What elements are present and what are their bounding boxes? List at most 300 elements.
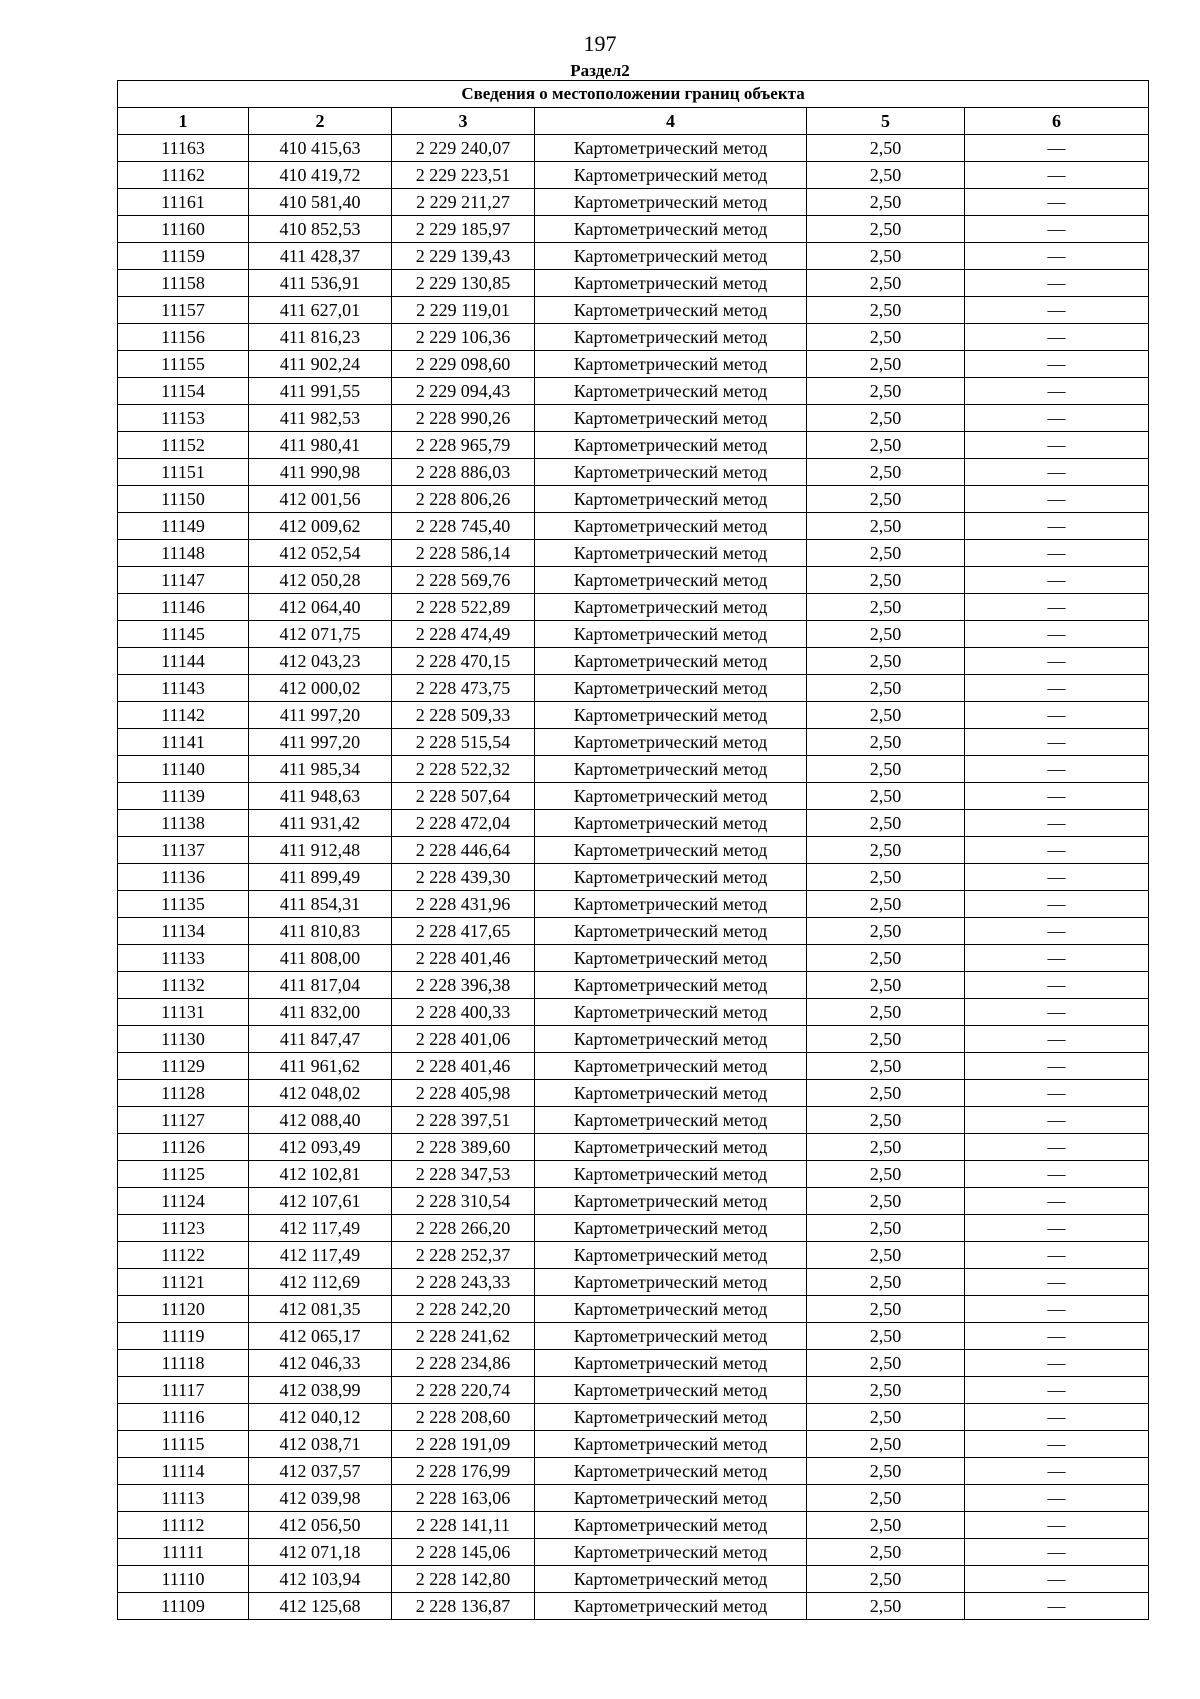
- y-coordinate-cell: 2 228 472,04: [392, 810, 535, 837]
- table-row: [118, 1296, 1149, 1323]
- method-cell: Картометрический метод: [535, 486, 807, 513]
- x-coordinate-cell: 411 948,63: [249, 783, 392, 810]
- y-coordinate-cell: 2 228 522,32: [392, 756, 535, 783]
- y-coordinate-cell: 2 228 401,46: [392, 945, 535, 972]
- description-cell: —: [965, 513, 1149, 540]
- table-row: [118, 1431, 1149, 1458]
- accuracy-cell: 2,50: [807, 729, 965, 756]
- description-cell: —: [965, 1404, 1149, 1431]
- point-number-cell: 11148: [118, 540, 249, 567]
- x-coordinate-cell: 412 009,62: [249, 513, 392, 540]
- description-cell: —: [965, 324, 1149, 351]
- table-row: [118, 1134, 1149, 1161]
- y-coordinate-cell: 2 228 310,54: [392, 1188, 535, 1215]
- y-coordinate-cell: 2 229 130,85: [392, 270, 535, 297]
- point-number-cell: 11128: [118, 1080, 249, 1107]
- column-header: 3: [392, 108, 535, 135]
- method-cell: Картометрический метод: [535, 675, 807, 702]
- description-cell: —: [965, 1242, 1149, 1269]
- point-number-cell: 11129: [118, 1053, 249, 1080]
- description-cell: —: [965, 1080, 1149, 1107]
- table-row: [118, 243, 1149, 270]
- y-coordinate-cell: 2 228 136,87: [392, 1593, 535, 1620]
- point-number-cell: 11122: [118, 1242, 249, 1269]
- table-row: [118, 594, 1149, 621]
- x-coordinate-cell: 411 912,48: [249, 837, 392, 864]
- table-row: [118, 567, 1149, 594]
- method-cell: Картометрический метод: [535, 162, 807, 189]
- table-row: [118, 1593, 1149, 1620]
- accuracy-cell: 2,50: [807, 189, 965, 216]
- table-row: [118, 918, 1149, 945]
- section-label: Раздел2: [570, 61, 630, 80]
- method-cell: Картометрический метод: [535, 351, 807, 378]
- description-cell: —: [965, 1134, 1149, 1161]
- point-number-cell: 11124: [118, 1188, 249, 1215]
- point-number-cell: 11143: [118, 675, 249, 702]
- method-cell: Картометрический метод: [535, 945, 807, 972]
- accuracy-cell: 2,50: [807, 1485, 965, 1512]
- y-coordinate-cell: 2 228 446,64: [392, 837, 535, 864]
- accuracy-cell: 2,50: [807, 1458, 965, 1485]
- y-coordinate-cell: 2 228 405,98: [392, 1080, 535, 1107]
- boundary-table: [117, 80, 1149, 1620]
- y-coordinate-cell: 2 228 347,53: [392, 1161, 535, 1188]
- method-cell: Картометрический метод: [535, 1134, 807, 1161]
- accuracy-cell: 2,50: [807, 1539, 965, 1566]
- point-number-cell: 11149: [118, 513, 249, 540]
- point-number-cell: 11158: [118, 270, 249, 297]
- y-coordinate-cell: 2 228 522,89: [392, 594, 535, 621]
- description-cell: —: [965, 1323, 1149, 1350]
- method-cell: Картометрический метод: [535, 810, 807, 837]
- accuracy-cell: 2,50: [807, 1161, 965, 1188]
- method-cell: Картометрический метод: [535, 405, 807, 432]
- description-cell: —: [965, 297, 1149, 324]
- method-cell: Картометрический метод: [535, 756, 807, 783]
- x-coordinate-cell: 412 050,28: [249, 567, 392, 594]
- table-row: [118, 1107, 1149, 1134]
- y-coordinate-cell: 2 228 241,62: [392, 1323, 535, 1350]
- y-coordinate-cell: 2 228 470,15: [392, 648, 535, 675]
- description-cell: —: [965, 1593, 1149, 1620]
- table-row: [118, 621, 1149, 648]
- description-cell: —: [965, 648, 1149, 675]
- description-cell: —: [965, 243, 1149, 270]
- accuracy-cell: 2,50: [807, 1296, 965, 1323]
- y-coordinate-cell: 2 228 417,65: [392, 918, 535, 945]
- table-row: [118, 486, 1149, 513]
- point-number-cell: 11140: [118, 756, 249, 783]
- point-number-cell: 11125: [118, 1161, 249, 1188]
- description-cell: —: [965, 756, 1149, 783]
- y-coordinate-cell: 2 228 515,54: [392, 729, 535, 756]
- description-cell: —: [965, 1269, 1149, 1296]
- method-cell: Картометрический метод: [535, 135, 807, 162]
- table-row: [118, 351, 1149, 378]
- y-coordinate-cell: 2 228 163,06: [392, 1485, 535, 1512]
- method-cell: Картометрический метод: [535, 189, 807, 216]
- x-coordinate-cell: 411 990,98: [249, 459, 392, 486]
- method-cell: Картометрический метод: [535, 1485, 807, 1512]
- y-coordinate-cell: 2 228 401,06: [392, 1026, 535, 1053]
- x-coordinate-cell: 412 048,02: [249, 1080, 392, 1107]
- point-number-cell: 11150: [118, 486, 249, 513]
- point-number-cell: 11153: [118, 405, 249, 432]
- x-coordinate-cell: 412 117,49: [249, 1242, 392, 1269]
- point-number-cell: 11123: [118, 1215, 249, 1242]
- accuracy-cell: 2,50: [807, 351, 965, 378]
- x-coordinate-cell: 412 071,75: [249, 621, 392, 648]
- method-cell: Картометрический метод: [535, 999, 807, 1026]
- point-number-cell: 11146: [118, 594, 249, 621]
- description-cell: —: [965, 675, 1149, 702]
- y-coordinate-cell: 2 228 141,11: [392, 1512, 535, 1539]
- description-cell: —: [965, 432, 1149, 459]
- table-row: [118, 783, 1149, 810]
- description-cell: —: [965, 594, 1149, 621]
- table-caption: Сведения о местоположении границ объекта: [118, 81, 1149, 108]
- y-coordinate-cell: 2 228 176,99: [392, 1458, 535, 1485]
- page-number: 197: [583, 31, 617, 56]
- method-cell: Картометрический метод: [535, 891, 807, 918]
- point-number-cell: 11154: [118, 378, 249, 405]
- point-number-cell: 11163: [118, 135, 249, 162]
- x-coordinate-cell: 411 931,42: [249, 810, 392, 837]
- y-coordinate-cell: 2 228 396,38: [392, 972, 535, 999]
- method-cell: Картометрический метод: [535, 270, 807, 297]
- accuracy-cell: 2,50: [807, 648, 965, 675]
- point-number-cell: 11136: [118, 864, 249, 891]
- point-number-cell: 11155: [118, 351, 249, 378]
- table-row: [118, 1188, 1149, 1215]
- description-cell: —: [965, 864, 1149, 891]
- y-coordinate-cell: 2 228 142,80: [392, 1566, 535, 1593]
- y-coordinate-cell: 2 228 439,30: [392, 864, 535, 891]
- description-cell: —: [965, 135, 1149, 162]
- y-coordinate-cell: 2 229 211,27: [392, 189, 535, 216]
- table-row: [118, 1512, 1149, 1539]
- point-number-cell: 11138: [118, 810, 249, 837]
- method-cell: Картометрический метод: [535, 1188, 807, 1215]
- point-number-cell: 11112: [118, 1512, 249, 1539]
- accuracy-cell: 2,50: [807, 243, 965, 270]
- description-cell: —: [965, 918, 1149, 945]
- x-coordinate-cell: 411 854,31: [249, 891, 392, 918]
- point-number-cell: 11135: [118, 891, 249, 918]
- description-cell: —: [965, 891, 1149, 918]
- table-row: [118, 1215, 1149, 1242]
- table-row: [118, 405, 1149, 432]
- description-cell: —: [965, 1350, 1149, 1377]
- accuracy-cell: 2,50: [807, 675, 965, 702]
- method-cell: Картометрический метод: [535, 1296, 807, 1323]
- accuracy-cell: 2,50: [807, 621, 965, 648]
- description-cell: —: [965, 1485, 1149, 1512]
- method-cell: Картометрический метод: [535, 621, 807, 648]
- point-number-cell: 11162: [118, 162, 249, 189]
- description-cell: —: [965, 1215, 1149, 1242]
- method-cell: Картометрический метод: [535, 648, 807, 675]
- table-row: [118, 1458, 1149, 1485]
- accuracy-cell: 2,50: [807, 459, 965, 486]
- accuracy-cell: 2,50: [807, 567, 965, 594]
- accuracy-cell: 2,50: [807, 972, 965, 999]
- method-cell: Картометрический метод: [535, 702, 807, 729]
- method-cell: Картометрический метод: [535, 918, 807, 945]
- method-cell: Картометрический метод: [535, 1377, 807, 1404]
- method-cell: Картометрический метод: [535, 540, 807, 567]
- accuracy-cell: 2,50: [807, 324, 965, 351]
- point-number-cell: 11160: [118, 216, 249, 243]
- y-coordinate-cell: 2 229 185,97: [392, 216, 535, 243]
- method-cell: Картометрический метод: [535, 1323, 807, 1350]
- point-number-cell: 11117: [118, 1377, 249, 1404]
- description-cell: —: [965, 1566, 1149, 1593]
- method-cell: Картометрический метод: [535, 459, 807, 486]
- accuracy-cell: 2,50: [807, 513, 965, 540]
- description-cell: —: [965, 783, 1149, 810]
- point-number-cell: 11147: [118, 567, 249, 594]
- accuracy-cell: 2,50: [807, 1323, 965, 1350]
- x-coordinate-cell: 412 052,54: [249, 540, 392, 567]
- x-coordinate-cell: 412 038,71: [249, 1431, 392, 1458]
- table-row: [118, 1485, 1149, 1512]
- point-number-cell: 11127: [118, 1107, 249, 1134]
- method-cell: Картометрический метод: [535, 1215, 807, 1242]
- description-cell: —: [965, 729, 1149, 756]
- table-header-row: [118, 108, 1149, 135]
- x-coordinate-cell: 411 961,62: [249, 1053, 392, 1080]
- x-coordinate-cell: 410 415,63: [249, 135, 392, 162]
- accuracy-cell: 2,50: [807, 594, 965, 621]
- accuracy-cell: 2,50: [807, 486, 965, 513]
- description-cell: —: [965, 1107, 1149, 1134]
- accuracy-cell: 2,50: [807, 864, 965, 891]
- y-coordinate-cell: 2 229 098,60: [392, 351, 535, 378]
- accuracy-cell: 2,50: [807, 1134, 965, 1161]
- y-coordinate-cell: 2 228 191,09: [392, 1431, 535, 1458]
- description-cell: —: [965, 1053, 1149, 1080]
- y-coordinate-cell: 2 229 119,01: [392, 297, 535, 324]
- description-cell: —: [965, 486, 1149, 513]
- method-cell: Картометрический метод: [535, 837, 807, 864]
- x-coordinate-cell: 412 039,98: [249, 1485, 392, 1512]
- point-number-cell: 11134: [118, 918, 249, 945]
- description-cell: —: [965, 945, 1149, 972]
- x-coordinate-cell: 411 832,00: [249, 999, 392, 1026]
- y-coordinate-cell: 2 228 234,86: [392, 1350, 535, 1377]
- accuracy-cell: 2,50: [807, 1215, 965, 1242]
- description-cell: —: [965, 405, 1149, 432]
- accuracy-cell: 2,50: [807, 891, 965, 918]
- y-coordinate-cell: 2 228 569,76: [392, 567, 535, 594]
- table-row: [118, 162, 1149, 189]
- x-coordinate-cell: 411 980,41: [249, 432, 392, 459]
- y-coordinate-cell: 2 228 745,40: [392, 513, 535, 540]
- method-cell: Картометрический метод: [535, 1404, 807, 1431]
- x-coordinate-cell: 412 040,12: [249, 1404, 392, 1431]
- accuracy-cell: 2,50: [807, 1512, 965, 1539]
- table-row: [118, 675, 1149, 702]
- method-cell: Картометрический метод: [535, 1350, 807, 1377]
- accuracy-cell: 2,50: [807, 999, 965, 1026]
- accuracy-cell: 2,50: [807, 1377, 965, 1404]
- x-coordinate-cell: 411 808,00: [249, 945, 392, 972]
- y-coordinate-cell: 2 229 240,07: [392, 135, 535, 162]
- x-coordinate-cell: 411 627,01: [249, 297, 392, 324]
- table-row: [118, 1404, 1149, 1431]
- description-cell: —: [965, 378, 1149, 405]
- accuracy-cell: 2,50: [807, 702, 965, 729]
- point-number-cell: 11131: [118, 999, 249, 1026]
- x-coordinate-cell: 412 081,35: [249, 1296, 392, 1323]
- table-row: [118, 891, 1149, 918]
- description-cell: —: [965, 999, 1149, 1026]
- table-row: [118, 540, 1149, 567]
- point-number-cell: 11120: [118, 1296, 249, 1323]
- x-coordinate-cell: 410 852,53: [249, 216, 392, 243]
- table-row: [118, 702, 1149, 729]
- table-row: [118, 189, 1149, 216]
- method-cell: Картометрический метод: [535, 378, 807, 405]
- table-row: [118, 1350, 1149, 1377]
- table-row: [118, 459, 1149, 486]
- x-coordinate-cell: 412 043,23: [249, 648, 392, 675]
- point-number-cell: 11141: [118, 729, 249, 756]
- table-row: [118, 1539, 1149, 1566]
- x-coordinate-cell: 412 071,18: [249, 1539, 392, 1566]
- method-cell: Картометрический метод: [535, 1512, 807, 1539]
- description-cell: —: [965, 837, 1149, 864]
- accuracy-cell: 2,50: [807, 162, 965, 189]
- table-row: [118, 378, 1149, 405]
- table-row: [118, 1242, 1149, 1269]
- accuracy-cell: 2,50: [807, 1269, 965, 1296]
- description-cell: —: [965, 540, 1149, 567]
- description-cell: —: [965, 1431, 1149, 1458]
- point-number-cell: 11116: [118, 1404, 249, 1431]
- x-coordinate-cell: 411 991,55: [249, 378, 392, 405]
- table-row: [118, 648, 1149, 675]
- method-cell: Картометрический метод: [535, 1026, 807, 1053]
- point-number-cell: 11151: [118, 459, 249, 486]
- point-number-cell: 11119: [118, 1323, 249, 1350]
- description-cell: —: [965, 621, 1149, 648]
- method-cell: Картометрический метод: [535, 1593, 807, 1620]
- accuracy-cell: 2,50: [807, 216, 965, 243]
- accuracy-cell: 2,50: [807, 135, 965, 162]
- table-row: [118, 837, 1149, 864]
- point-number-cell: 11145: [118, 621, 249, 648]
- method-cell: Картометрический метод: [535, 1161, 807, 1188]
- accuracy-cell: 2,50: [807, 540, 965, 567]
- method-cell: Картометрический метод: [535, 729, 807, 756]
- y-coordinate-cell: 2 228 509,33: [392, 702, 535, 729]
- table-row: [118, 270, 1149, 297]
- description-cell: —: [965, 1296, 1149, 1323]
- point-number-cell: 11161: [118, 189, 249, 216]
- x-coordinate-cell: 412 000,02: [249, 675, 392, 702]
- x-coordinate-cell: 411 536,91: [249, 270, 392, 297]
- y-coordinate-cell: 2 228 886,03: [392, 459, 535, 486]
- accuracy-cell: 2,50: [807, 945, 965, 972]
- description-cell: —: [965, 1377, 1149, 1404]
- x-coordinate-cell: 412 125,68: [249, 1593, 392, 1620]
- x-coordinate-cell: 411 982,53: [249, 405, 392, 432]
- table-row: [118, 1026, 1149, 1053]
- description-cell: —: [965, 459, 1149, 486]
- method-cell: Картометрический метод: [535, 1458, 807, 1485]
- x-coordinate-cell: 411 997,20: [249, 729, 392, 756]
- method-cell: Картометрический метод: [535, 1431, 807, 1458]
- point-number-cell: 11159: [118, 243, 249, 270]
- y-coordinate-cell: 2 228 507,64: [392, 783, 535, 810]
- x-coordinate-cell: 412 117,49: [249, 1215, 392, 1242]
- point-number-cell: 11118: [118, 1350, 249, 1377]
- description-cell: —: [965, 702, 1149, 729]
- description-cell: —: [965, 1161, 1149, 1188]
- method-cell: Картометрический метод: [535, 594, 807, 621]
- accuracy-cell: 2,50: [807, 1431, 965, 1458]
- method-cell: Картометрический метод: [535, 432, 807, 459]
- accuracy-cell: 2,50: [807, 378, 965, 405]
- method-cell: Картометрический метод: [535, 297, 807, 324]
- x-coordinate-cell: 412 001,56: [249, 486, 392, 513]
- x-coordinate-cell: 411 810,83: [249, 918, 392, 945]
- y-coordinate-cell: 2 228 431,96: [392, 891, 535, 918]
- point-number-cell: 11126: [118, 1134, 249, 1161]
- description-cell: —: [965, 810, 1149, 837]
- y-coordinate-cell: 2 228 806,26: [392, 486, 535, 513]
- method-cell: Картометрический метод: [535, 1539, 807, 1566]
- point-number-cell: 11139: [118, 783, 249, 810]
- x-coordinate-cell: 412 064,40: [249, 594, 392, 621]
- table-row: [118, 1161, 1149, 1188]
- point-number-cell: 11115: [118, 1431, 249, 1458]
- y-coordinate-cell: 2 228 473,75: [392, 675, 535, 702]
- description-cell: —: [965, 567, 1149, 594]
- accuracy-cell: 2,50: [807, 1053, 965, 1080]
- x-coordinate-cell: 411 816,23: [249, 324, 392, 351]
- y-coordinate-cell: 2 229 094,43: [392, 378, 535, 405]
- table-row: [118, 945, 1149, 972]
- table-row: [118, 1053, 1149, 1080]
- accuracy-cell: 2,50: [807, 1242, 965, 1269]
- y-coordinate-cell: 2 228 220,74: [392, 1377, 535, 1404]
- point-number-cell: 11121: [118, 1269, 249, 1296]
- table-row: [118, 1080, 1149, 1107]
- x-coordinate-cell: 412 107,61: [249, 1188, 392, 1215]
- accuracy-cell: 2,50: [807, 918, 965, 945]
- point-number-cell: 11109: [118, 1593, 249, 1620]
- y-coordinate-cell: 2 228 145,06: [392, 1539, 535, 1566]
- x-coordinate-cell: 411 997,20: [249, 702, 392, 729]
- description-cell: —: [965, 1539, 1149, 1566]
- accuracy-cell: 2,50: [807, 1188, 965, 1215]
- y-coordinate-cell: 2 228 242,20: [392, 1296, 535, 1323]
- table-row: [118, 513, 1149, 540]
- accuracy-cell: 2,50: [807, 270, 965, 297]
- description-cell: —: [965, 270, 1149, 297]
- description-cell: —: [965, 351, 1149, 378]
- point-number-cell: 11157: [118, 297, 249, 324]
- accuracy-cell: 2,50: [807, 405, 965, 432]
- x-coordinate-cell: 410 581,40: [249, 189, 392, 216]
- y-coordinate-cell: 2 228 474,49: [392, 621, 535, 648]
- table-row: [118, 1377, 1149, 1404]
- y-coordinate-cell: 2 229 106,36: [392, 324, 535, 351]
